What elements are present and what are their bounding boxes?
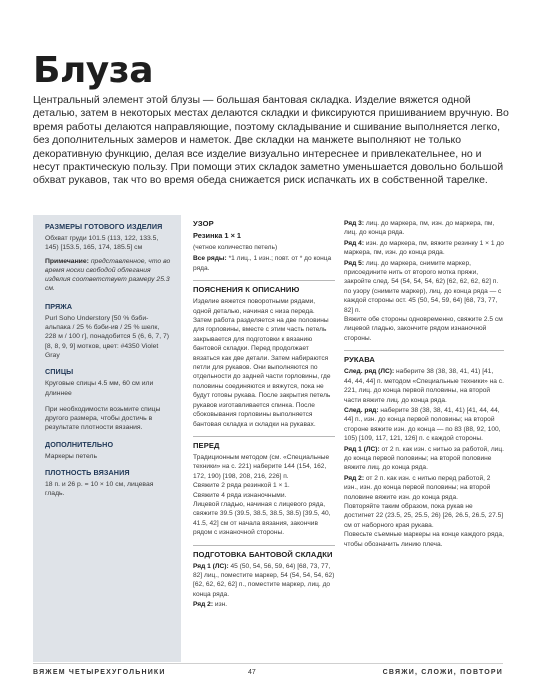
sidebar-panel	[33, 215, 181, 662]
gauge-heading: ПЛОТНОСТЬ ВЯЗАНИЯ	[45, 468, 130, 478]
size-heading: РАЗМЕРЫ ГОТОВОГО ИЗДЕЛИЯ	[45, 222, 163, 231]
sleeve-row-4-text: от 2 п. как изн. с нитью перед работой, 2 изн., изн. до конца первой половины; на второй половине вяжите изн. до конца ряда. Повторяйте таким образом, пока рукав не достигнет 22 (23.5, 25, 25.5, 26) [26, 26.5, 26.5, 27.5] см от наборного края рукава. Повесьте съемные маркеры на конце каждого ряда, чтобы обозначить линию плеча.	[344, 474, 504, 548]
rib-note: (четное количество петель)	[193, 244, 278, 251]
sleeve-row-1-text: наберите 38 (38, 38, 41, 41) [41, 44, 44, 44] п. методом «Специальные техники» на с. 221, лиц. до конца первой половины, на второй части вяжите лиц. до конца ряда.	[344, 368, 504, 404]
intro-paragraph: Центральный элемент этой блузы — большая бантовая складка. Изделие вяжется одной деталью, затем в некоторых местах делаются складки и фиксируются пришиванием вручную. Во время работы делаются направляющие, поэтому складывание и сшивание выполняется легко, без дополнительных замеров и наметок. Две складки на манжете выполняют не только декоративную функцию, делая все изделие визуально интереснее и привлекательнее, но и несут практическую пользу. При помощи этих складок заметно уменьшается довольно большой обхват рукавов, так что во время обеда снижается риск испачкать их в собственной тарелке.	[33, 94, 509, 187]
divider	[344, 350, 504, 351]
sleeve-row-3-label: Ряд 1 (ЛС):	[344, 445, 380, 453]
rib-heading: Резинка 1 × 1	[193, 231, 242, 240]
extra-text: Маркеры петель	[45, 452, 98, 460]
page-title: Блуза	[33, 50, 153, 91]
row-5-label: Ряд 5:	[344, 259, 365, 267]
page-number: 47	[248, 669, 256, 676]
needles-note: При необходимости возьмите спицы другого размера, чтобы достичь в результате плотности вязания.	[45, 405, 161, 432]
prep-row-2-label: Ряд 2:	[193, 601, 214, 609]
row-5	[344, 259, 504, 344]
prep-row-1-label: Ряд 1 (ЛС):	[193, 562, 229, 570]
size-text: Обхват груди 101.5 (113, 122, 133.5, 145) [153.5, 165, 174, 185.5] см	[45, 235, 159, 252]
prep-row-2	[193, 600, 335, 609]
right-column	[344, 219, 504, 556]
row-5-text: лиц. до маркера, снимите маркер, присоедините нить от второго мотка пряжи, закройте след. 54 (54, 54, 54, 62) [62, 62, 62, 62] п. по узору (снимите маркер), лиц. до конца ряда — с каждой стороны ост. 45 (50, 54, 59, 64) [68, 73, 77, 82] п. Вяжите обе стороны одновременно, свяжите 2.5 см лицевой гладью, закончите рядом изнаночной стороны.	[344, 259, 503, 342]
footer	[33, 669, 503, 681]
size-note-label: Примечание:	[45, 257, 89, 265]
yarn-heading: ПРЯЖА	[45, 301, 73, 311]
yarn-text: Purl Soho Understory [50 % бэби-альпака / 25 % бэби-ив / 25 % шелк, 228 м / 100 г], понадобится 5 (6, 6, 7, 7) [8, 8, 9, 9] мотков, цвет: #4350 Violet Gray	[45, 314, 170, 359]
notes-text: Изделие вяжется поворотными рядами, одной деталью, начиная с низа переда. Затем работа разделяется на две половины для горловины, вместе с этим часть петель закрывается для подготовки к вязанию бантовой складки. Перед продолжает вязаться как две детали. Затем набираются петли для рукавов. Они выполняются по отдельности до задней части горловины, где половины соединяются и вяжутся, пока не будут готовы рукава. После закрытия петель рукавов изготавливается спинка. После сбоковывания горловины выполняется бантовая складка и складки на рукавах.	[193, 298, 331, 428]
rib-rows	[193, 254, 335, 273]
sleeve-row-1	[344, 367, 504, 405]
row-4-text: изн. до маркера, пм, вяжите резинку 1 × 1 до маркера, пм, изн. до конца ряда.	[344, 239, 504, 257]
prep-heading: ПОДГОТОВКА БАНТОВОЙ СКЛАДКИ	[193, 549, 333, 559]
prep-row-1	[193, 562, 335, 600]
pattern-heading: УЗОР	[193, 219, 214, 228]
size-note-text: представленное, что во время носки свободой облегания изделия соответствует размеру 25.3 см.	[45, 257, 171, 293]
extra-heading: ДОПОЛНИТЕЛЬНО	[45, 439, 114, 449]
sleeve-row-3	[344, 445, 504, 473]
front-text: Традиционным методом (см. «Специальные техники» на с. 221) наберите 144 (154, 162, 172, 190) [198, 208, 216, 226] п. Свяжите 2 ряда резинкой 1 × 1. Свяжите 4 ряда изнаночными. Лицевой гладью, начиная с лицевого ряда, свяжите 39.5 (39.5, 38.5, 38.5, 38.5) [39.5, 40, 41.5, 42] см от начала вязания, закончив рядом с изнаночной стороны.	[193, 453, 331, 537]
rib-rows-text: *1 лиц., 1 изн.; повт. от * до конца ряда.	[193, 255, 332, 272]
sleeve-row-1-label: След. ряд (ЛС):	[344, 368, 395, 376]
size-note	[45, 257, 171, 294]
footer-divider	[33, 663, 503, 664]
divider	[193, 545, 335, 546]
row-3-text: лиц. до маркера, пм, изн. до маркера, пм, лиц. до конца ряда.	[344, 220, 495, 237]
sleeve-row-2-text: наберите 38 (38, 38, 41, 41) [41, 44, 44, 44] п., изн. до конца первой половины; на второй стороне вяжите изн. до конца — по 83 (88, 92, 100, 105) [109, 117, 121, 126] п. с каждой стороны.	[344, 406, 501, 443]
sleeve-row-2	[344, 406, 504, 444]
sleeve-row-2-label: След. ряд:	[344, 406, 379, 414]
notes-heading: ПОЯСНЕНИЯ К ОПИСАНИЮ	[193, 285, 300, 295]
footer-left: ВЯЖЕМ ЧЕТЫРЕХУГОЛЬНИКИ	[33, 669, 166, 676]
divider	[193, 280, 335, 281]
footer-right: СВЯЖИ, СЛОЖИ, ПОВТОРИ	[382, 669, 503, 676]
needles-heading: СПИЦЫ	[45, 367, 74, 377]
needles-text: Круговые спицы 4.5 мм, 60 см или длиннее	[45, 380, 154, 397]
row-4	[344, 239, 504, 258]
sleeve-row-3-text: от 2 п. как изн. с нитью за работой, лиц. до конца первой половины; на второй половине вяжите лиц. до конца ряда.	[344, 445, 504, 472]
prep-row-1-text: 45 (50, 54, 56, 59, 64) [68, 73, 77, 82] лиц., поместите маркер, 54 (54, 54, 54, 62) [62, 62, 62, 62] п., поместите маркер, лиц. до конца ряда.	[193, 562, 335, 598]
rib-rows-label: Все ряды:	[193, 255, 227, 263]
middle-column	[193, 219, 335, 617]
divider	[193, 436, 335, 437]
front-heading: ПЕРЕД	[193, 440, 220, 450]
sleeve-row-4-label: Ряд 2:	[344, 474, 365, 482]
row-4-label: Ряд 4:	[344, 239, 365, 247]
sleeves-heading: РУКАВА	[344, 355, 375, 365]
gauge-text: 18 п. и 26 р. = 10 × 10 см, лицевая гладь.	[45, 481, 154, 498]
sleeve-row-4	[344, 474, 504, 549]
row-3	[344, 219, 504, 238]
row-3-label: Ряд 3:	[344, 220, 365, 227]
prep-row-2-text: изн.	[214, 601, 228, 609]
